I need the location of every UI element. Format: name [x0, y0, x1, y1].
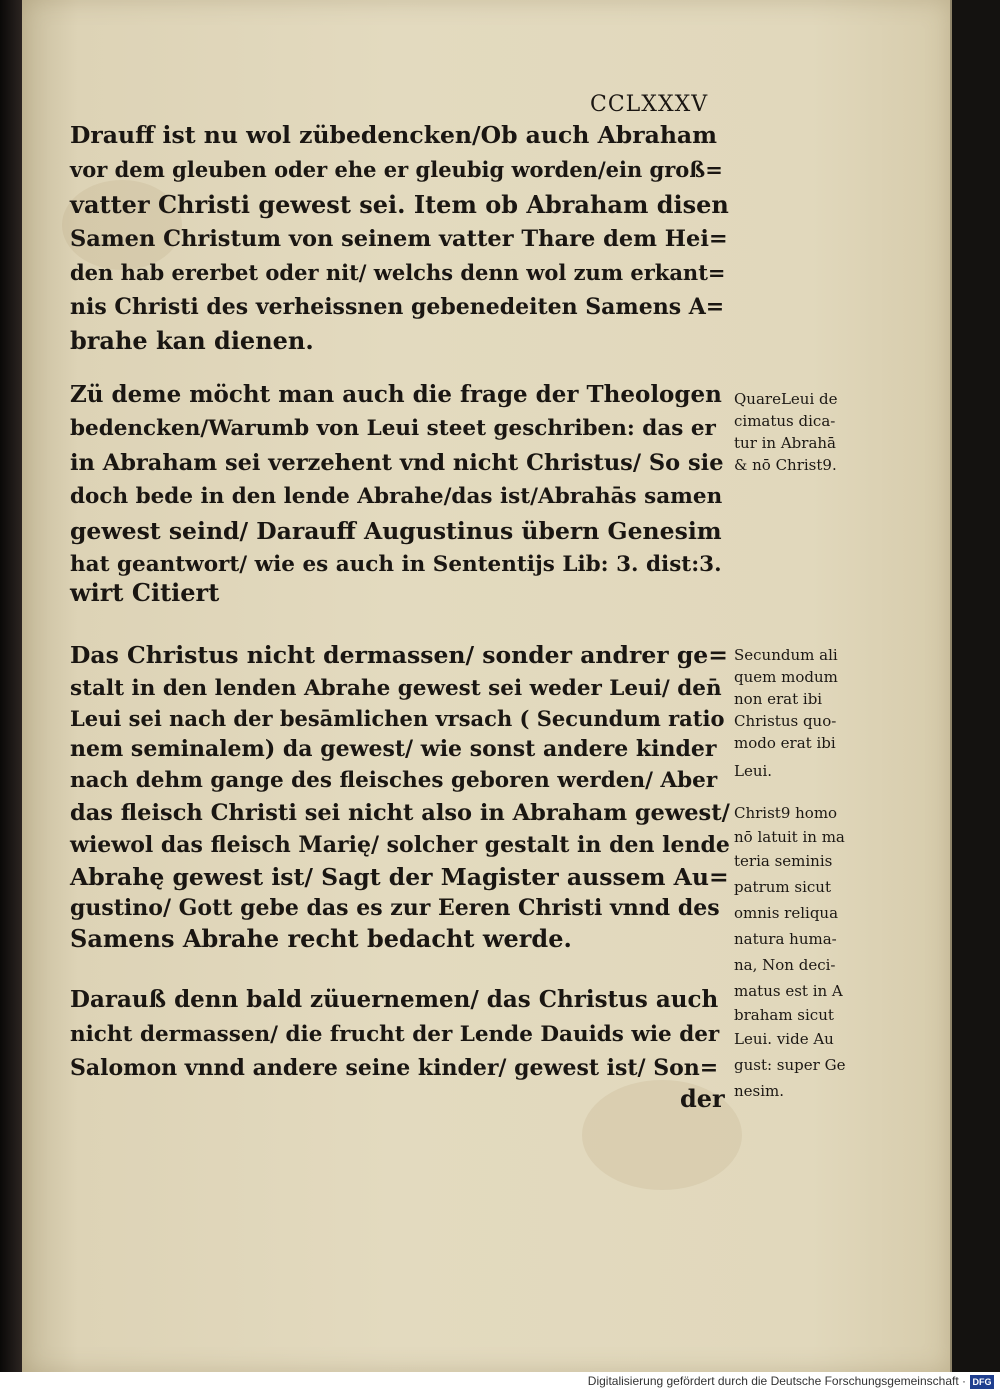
gloss-line: modo erat ibi	[734, 734, 836, 752]
gloss-line: na, Non deci-	[734, 956, 836, 974]
gloss-line: Leui. vide Au	[734, 1030, 834, 1048]
gloss-line: patrum sicut	[734, 878, 831, 896]
text-line: Salomon vnnd andere seine kinder/ gewest ist/ Son=	[70, 1055, 719, 1081]
gloss-line: braham sicut	[734, 1006, 834, 1024]
gloss-line: natura huma-	[734, 930, 837, 948]
text-line: nis Christi des verheissnen gebenedeiten Samens A=	[70, 294, 725, 320]
gloss-line: quem modum	[734, 668, 838, 686]
text-line: Leui sei nach der besāmlichen vrsach ( Secundum ratio	[70, 706, 725, 731]
gloss-line: Christus quo-	[734, 712, 837, 730]
text-line: brahe kan dienen.	[70, 326, 314, 355]
text-line: Das Christus nicht dermassen/ sonder andrer ge=	[70, 641, 728, 669]
text-line: Zü deme möcht man auch die frage der Theologen	[70, 381, 722, 408]
gloss-line: tur in Abrahā	[734, 434, 837, 452]
text-line: Samen Christum von seinem vatter Thare dem Hei=	[70, 226, 728, 252]
text-line: nach dehm gange des fleisches geboren werden/ Aber	[70, 768, 718, 793]
gloss-line: matus est in A	[734, 982, 843, 1000]
text-line: Samens Abrahe recht bedacht werde.	[70, 924, 572, 953]
text-line: nicht dermassen/ die frucht der Lende Dauids wie der	[70, 1022, 720, 1047]
text-line: hat geantwort/ wie es auch in Sententijs Lib: 3. dist:3.	[70, 552, 722, 577]
funding-credit: Digitalisierung gefördert durch die Deutsche Forschungsgemeinschaft ·	[587, 1374, 966, 1388]
gloss-line: cimatus dica-	[734, 412, 836, 430]
gloss-line: teria seminis	[734, 852, 833, 870]
text-line: Darauß denn bald züuernemen/ das Christus auch	[70, 986, 719, 1013]
gloss-line: nō latuit in ma	[734, 828, 845, 846]
gloss-line: non erat ibi	[734, 690, 823, 708]
text-line: Abrahę gewest ist/ Sagt der Magister aussem Au=	[70, 863, 729, 891]
gloss-line: nesim.	[734, 1082, 785, 1100]
text-line: den hab ererbet oder nit/ welchs denn wol zum erkant=	[70, 260, 726, 285]
folio-number: CCLXXXV	[590, 92, 709, 117]
text-line: bedencken/Warumb von Leui steet geschriben: das er	[70, 416, 716, 441]
text-line: gewest seind/ Darauff Augustinus übern Genesim	[70, 517, 722, 545]
gloss-line: Secundum ali	[734, 646, 838, 664]
catchword: der	[680, 1084, 725, 1113]
gloss-line: QuareLeui de	[734, 390, 838, 408]
text-line: wirt Citiert	[70, 578, 220, 607]
gloss-line: & nō Christ9.	[734, 456, 837, 474]
text-line: nem seminalem) da gewest/ wie sonst andere kinder	[70, 736, 717, 762]
text-line: Drauff ist nu wol zübedencken/Ob auch Abraham	[70, 121, 718, 149]
text-line: vatter Christi gewest sei. Item ob Abraham disen	[70, 190, 729, 219]
text-line: in Abraham sei verzehent vnd nicht Christus/ So sie	[70, 450, 724, 476]
dfg-logo: DFG	[970, 1375, 994, 1389]
gloss-line: Christ9 homo	[734, 804, 838, 822]
text-line: wiewol das fleisch Marię/ solcher gestalt in den lende	[70, 832, 730, 858]
gloss-line: Leui.	[734, 762, 773, 780]
text-line: vor dem gleuben oder ehe er gleubig worden/ein groß=	[70, 157, 723, 182]
text-line: das fleisch Christi sei nicht also in Abraham gewest/	[70, 800, 730, 826]
text-line: doch bede in den lende Abrahe/das ist/Abrahās samen	[70, 484, 723, 509]
gloss-line: gust: super Ge	[734, 1056, 846, 1074]
footer-bar	[0, 1372, 1000, 1393]
gloss-line: omnis reliqua	[734, 904, 839, 922]
text-line: gustino/ Gott gebe das es zur Eeren Christi vnnd des	[70, 895, 720, 921]
text-line: stalt in den lenden Abrahe gewest sei weder Leui/ den̄	[70, 676, 722, 701]
